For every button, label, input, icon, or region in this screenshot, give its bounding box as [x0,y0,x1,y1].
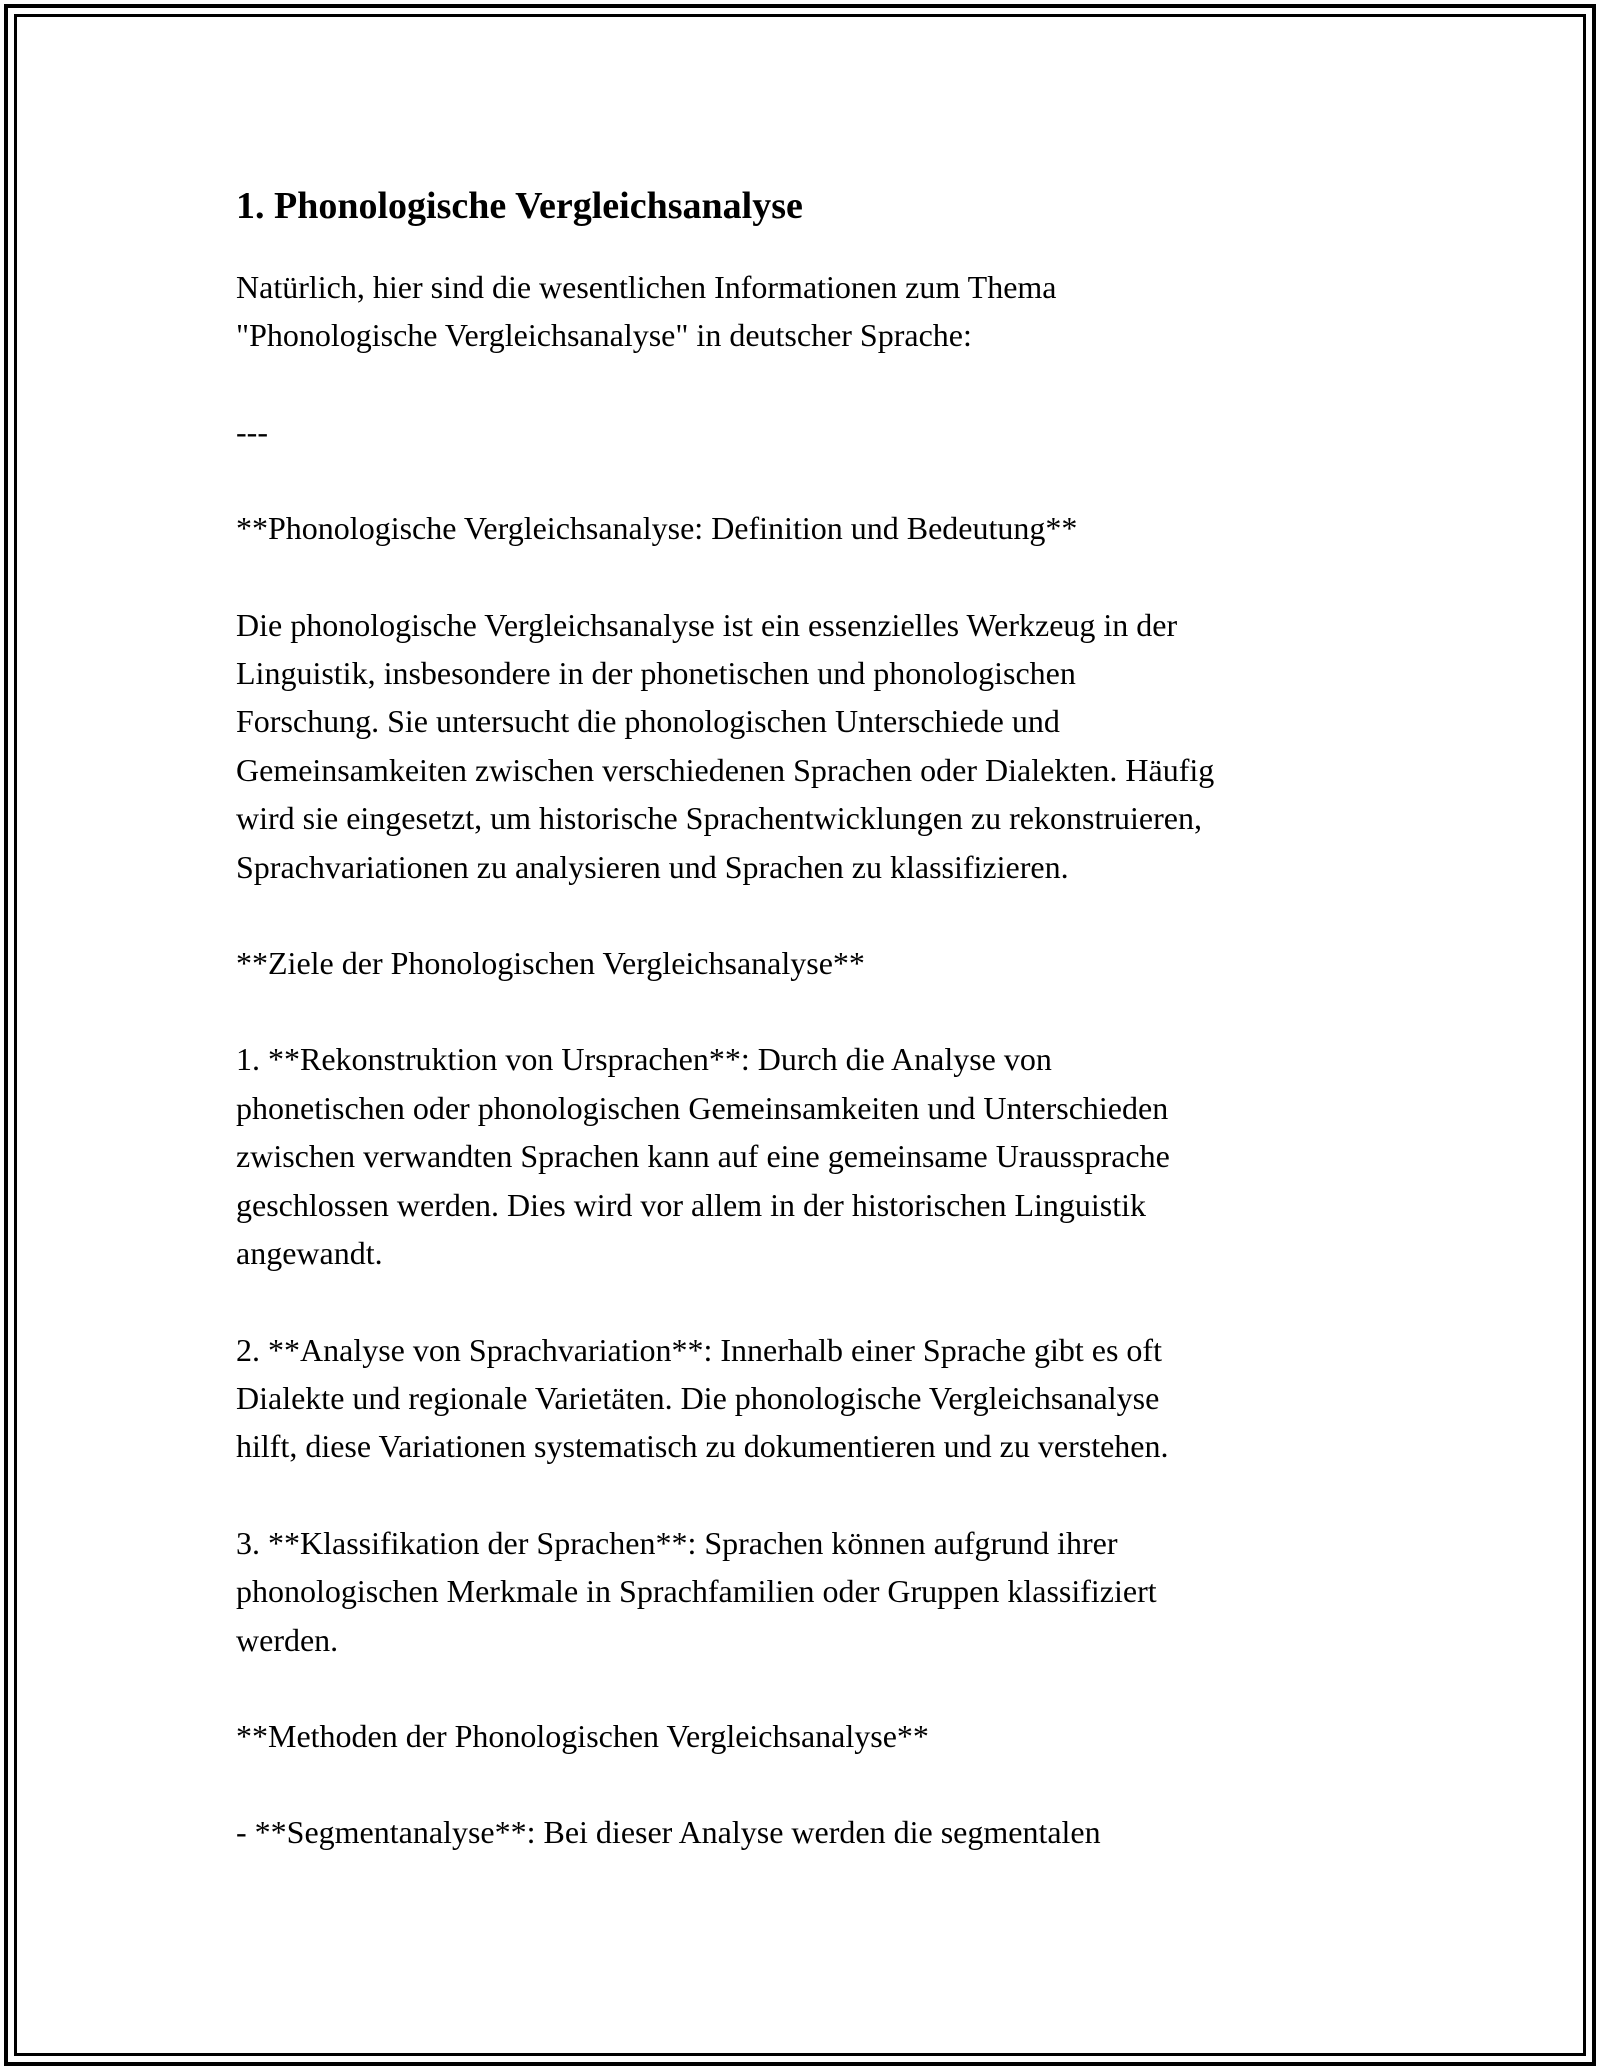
separator-line: --- [236,413,268,450]
method-item-1: - **Segmentanalyse**: Bei dieser Analyse werden die segmentalen [236,1814,1101,1851]
document-title: 1. Phonologische Vergleichsanalyse [236,185,803,227]
goal-item-1: 1. **Rekonstruktion von Ursprachen**: Durch die Analyse von phonetischen oder phonologischen Gemeinsamkeiten und Unterschieden zwischen verwandten Sprachen kann auf eine gemeinsame Uraussprache geschlossen werden. Dies wird vor allem in der historischen Linguistik angewandt. [236,1041,1170,1272]
goal-item-3: 3. **Klassifikation der Sprachen**: Sprachen können aufgrund ihrer phonologischen Merkmale in Sprachfamilien oder Gruppen klassifiziert werden. [236,1524,1157,1658]
goals-heading: **Ziele der Phonologischen Vergleichsanalyse** [236,945,865,982]
definition-paragraph: Die phonologische Vergleichsanalyse ist ein essenzielles Werkzeug in der Linguistik, insbesondere in der phonetischen und phonologischen Forschung. Sie untersucht die phonologischen Unterschiede und Gemeinsamkeiten zwischen verschiedenen Sprachen oder Dialekten. Häufig wird sie eingesetzt, um historische Sprachentwicklungen zu rekonstruieren, Sprachvariationen zu analysieren und Sprachen zu klassifizieren. [236,606,1215,885]
methods-heading: **Methoden der Phonologischen Vergleichsanalyse** [236,1717,929,1754]
intro-paragraph: Natürlich, hier sind die wesentlichen Informationen zum Thema "Phonologische Vergleichsanalyse" in deutscher Sprache: [236,269,1057,354]
document-body [236,183,1376,1905]
goal-item-2: 2. **Analyse von Sprachvariation**: Innerhalb einer Sprache gibt es oft Dialekte und regionale Varietäten. Die phonologische Vergleichsanalyse hilft, diese Variationen systematisch zu dokumentieren und zu verstehen. [236,1331,1169,1465]
definition-heading: **Phonologische Vergleichsanalyse: Definition und Bedeutung** [236,510,1078,547]
